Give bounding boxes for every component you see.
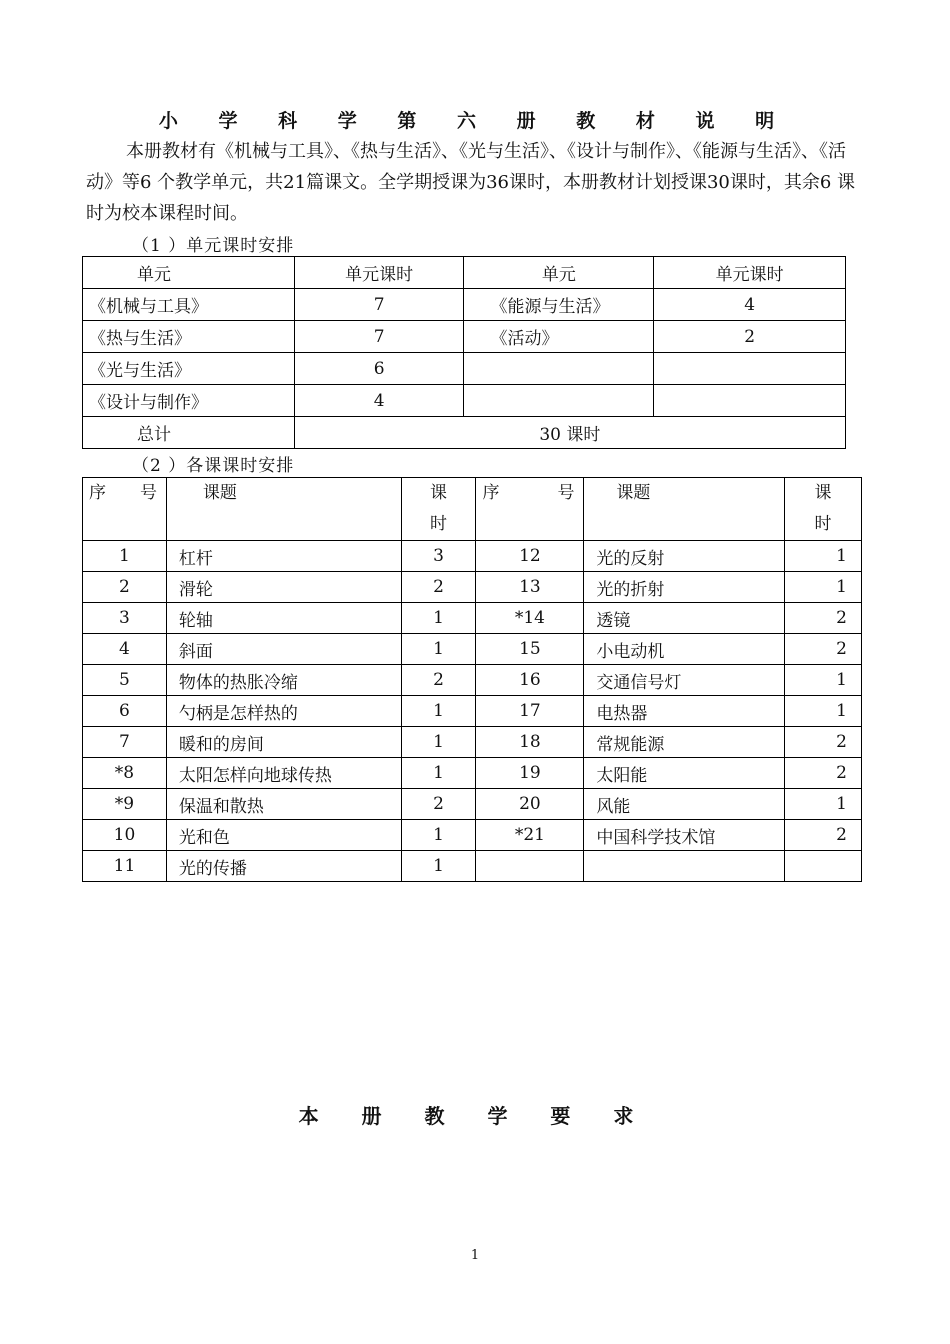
cell-hours: 2 bbox=[785, 603, 862, 634]
cell-no: *14 bbox=[476, 603, 584, 634]
cell-no: *9 bbox=[83, 789, 167, 820]
header-no-b: 号 bbox=[140, 483, 157, 503]
cell-no: 16 bbox=[476, 665, 584, 696]
cell-hours: 1 bbox=[785, 541, 862, 572]
cell-hours: 1 bbox=[401, 634, 476, 665]
header-no-a: 序 bbox=[482, 483, 500, 503]
cell-empty bbox=[654, 353, 846, 385]
cell-no: 2 bbox=[83, 572, 167, 603]
cell-hours: 1 bbox=[401, 820, 476, 851]
cell-topic: 小电动机 bbox=[584, 634, 785, 665]
cell-hours: 1 bbox=[785, 665, 862, 696]
cell-no: 15 bbox=[476, 634, 584, 665]
cell-empty bbox=[654, 385, 846, 417]
cell-empty bbox=[464, 353, 654, 385]
table-row bbox=[83, 789, 862, 820]
header-hours-a: 课 bbox=[430, 483, 447, 503]
cell-no: 7 bbox=[83, 727, 167, 758]
cell-hours: 1 bbox=[785, 572, 862, 603]
cell-topic: 交通信号灯 bbox=[584, 665, 785, 696]
table-row bbox=[83, 541, 862, 572]
cell-topic: 太阳怎样向地球传热 bbox=[166, 758, 401, 789]
cell-no: 4 bbox=[83, 634, 167, 665]
cell-no: *8 bbox=[83, 758, 167, 789]
header-hours-b: 时 bbox=[814, 514, 832, 534]
cell-unit: 《活动》 bbox=[464, 321, 654, 353]
intro-line-1: 本册教材有《机械与工具》、《热与生活》、《光与生活》、《设计与制 bbox=[126, 141, 648, 162]
cell-hours: 1 bbox=[401, 603, 476, 634]
table-row bbox=[83, 385, 846, 417]
cell-unit: 《设计与制作》 bbox=[83, 385, 295, 417]
cell-topic: 光的反射 bbox=[584, 541, 785, 572]
table-row bbox=[83, 696, 862, 727]
cell-topic: 光的折射 bbox=[584, 572, 785, 603]
cell-topic: 电热器 bbox=[584, 696, 785, 727]
table-header-row bbox=[83, 478, 862, 541]
cell-hours: 2 bbox=[785, 634, 862, 665]
page-number: 1 bbox=[470, 1248, 480, 1263]
header-unit-hours: 单元课时 bbox=[654, 257, 846, 289]
cell-hours: 1 bbox=[401, 758, 476, 789]
cell-unit: 《光与生活》 bbox=[83, 353, 295, 385]
cell-empty bbox=[464, 385, 654, 417]
cell-no: 20 bbox=[476, 789, 584, 820]
cell-hours: 1 bbox=[401, 696, 476, 727]
header-hours bbox=[401, 478, 476, 541]
total-row bbox=[83, 417, 846, 449]
cell-topic: 杠杆 bbox=[166, 541, 401, 572]
cell-no: 10 bbox=[83, 820, 167, 851]
table-row bbox=[83, 665, 862, 696]
cell-no: 12 bbox=[476, 541, 584, 572]
cell-no: 13 bbox=[476, 572, 584, 603]
cell-hours: 4 bbox=[294, 385, 464, 417]
cell-hours: 2 bbox=[785, 758, 862, 789]
cell-hours: 2 bbox=[654, 321, 846, 353]
cell-no bbox=[476, 851, 584, 882]
document-title: 小 学 科 学 第 六 册 教 材 说 明 bbox=[158, 110, 792, 132]
intro-paragraph bbox=[86, 136, 866, 229]
intro-line-2: 作》、《能源与生活》、《活动》等6 个教学单元，共21篇课文。全学期授课 bbox=[86, 141, 846, 193]
section2-caption: （2 ）各课课时安排 bbox=[132, 456, 295, 476]
cell-hours: 2 bbox=[785, 727, 862, 758]
cell-hours: 1 bbox=[785, 789, 862, 820]
cell-no: 5 bbox=[83, 665, 167, 696]
cell-no: 19 bbox=[476, 758, 584, 789]
cell-topic: 轮轴 bbox=[166, 603, 401, 634]
cell-topic: 物体的热胀冷缩 bbox=[166, 665, 401, 696]
cell-hours: 6 bbox=[294, 353, 464, 385]
cell-no: 18 bbox=[476, 727, 584, 758]
header-unit: 单元 bbox=[464, 257, 654, 289]
header-topic: 课题 bbox=[166, 478, 401, 541]
cell-hours: 7 bbox=[294, 289, 464, 321]
cell-topic: 光和色 bbox=[166, 820, 401, 851]
cell-hours: 1 bbox=[401, 851, 476, 882]
cell-topic: 太阳能 bbox=[584, 758, 785, 789]
cell-hours: 2 bbox=[401, 665, 476, 696]
table-row bbox=[83, 289, 846, 321]
section1-caption: （1 ）单元课时安排 bbox=[132, 236, 295, 256]
cell-topic: 保温和散热 bbox=[166, 789, 401, 820]
cell-hours: 1 bbox=[401, 727, 476, 758]
table-row bbox=[83, 603, 862, 634]
table-row bbox=[83, 572, 862, 603]
cell-topic bbox=[584, 851, 785, 882]
unit-hours-table bbox=[82, 256, 846, 449]
cell-hours: 7 bbox=[294, 321, 464, 353]
header-hours-b: 时 bbox=[430, 514, 447, 534]
lesson-hours-table bbox=[82, 477, 862, 882]
cell-unit: 《热与生活》 bbox=[83, 321, 295, 353]
cell-topic: 常规能源 bbox=[584, 727, 785, 758]
table-row bbox=[83, 321, 846, 353]
cell-topic: 斜面 bbox=[166, 634, 401, 665]
cell-topic: 透镜 bbox=[584, 603, 785, 634]
table-row bbox=[83, 727, 862, 758]
cell-topic: 光的传播 bbox=[166, 851, 401, 882]
cell-no: 6 bbox=[83, 696, 167, 727]
total-label: 总计 bbox=[83, 417, 295, 449]
cell-hours: 2 bbox=[401, 789, 476, 820]
cell-no: 11 bbox=[83, 851, 167, 882]
header-no bbox=[83, 478, 167, 541]
cell-unit: 《机械与工具》 bbox=[83, 289, 295, 321]
intro-line-3: 为36课时，本册教材计划授课30课时，其余6 课时为校本课程时间。 bbox=[86, 172, 856, 224]
header-unit: 单元 bbox=[83, 257, 295, 289]
header-hours-a: 课 bbox=[814, 483, 832, 503]
section-heading: 本 册 教 学 要 求 bbox=[298, 1104, 652, 1128]
table-row bbox=[83, 353, 846, 385]
cell-hours bbox=[785, 851, 862, 882]
cell-no: 1 bbox=[83, 541, 167, 572]
cell-hours: 4 bbox=[654, 289, 846, 321]
cell-topic: 风能 bbox=[584, 789, 785, 820]
cell-no: *21 bbox=[476, 820, 584, 851]
lesson-table-body bbox=[83, 541, 862, 882]
cell-topic: 暖和的房间 bbox=[166, 727, 401, 758]
header-unit-hours: 单元课时 bbox=[294, 257, 464, 289]
header-hours bbox=[785, 478, 862, 541]
cell-topic: 滑轮 bbox=[166, 572, 401, 603]
table-row bbox=[83, 851, 862, 882]
header-no-b: 号 bbox=[557, 483, 575, 503]
cell-topic: 中国科学技术馆 bbox=[584, 820, 785, 851]
table-row bbox=[83, 758, 862, 789]
total-value: 30 课时 bbox=[294, 417, 845, 449]
cell-hours: 2 bbox=[401, 572, 476, 603]
cell-hours: 1 bbox=[785, 696, 862, 727]
cell-no: 17 bbox=[476, 696, 584, 727]
cell-no: 3 bbox=[83, 603, 167, 634]
header-topic: 课题 bbox=[584, 478, 785, 541]
cell-hours: 2 bbox=[785, 820, 862, 851]
table-header-row bbox=[83, 257, 846, 289]
cell-hours: 3 bbox=[401, 541, 476, 572]
table-row bbox=[83, 820, 862, 851]
header-no-a: 序 bbox=[89, 483, 106, 503]
header-no bbox=[476, 478, 584, 541]
cell-unit: 《能源与生活》 bbox=[464, 289, 654, 321]
cell-topic: 勺柄是怎样热的 bbox=[166, 696, 401, 727]
table-row bbox=[83, 634, 862, 665]
